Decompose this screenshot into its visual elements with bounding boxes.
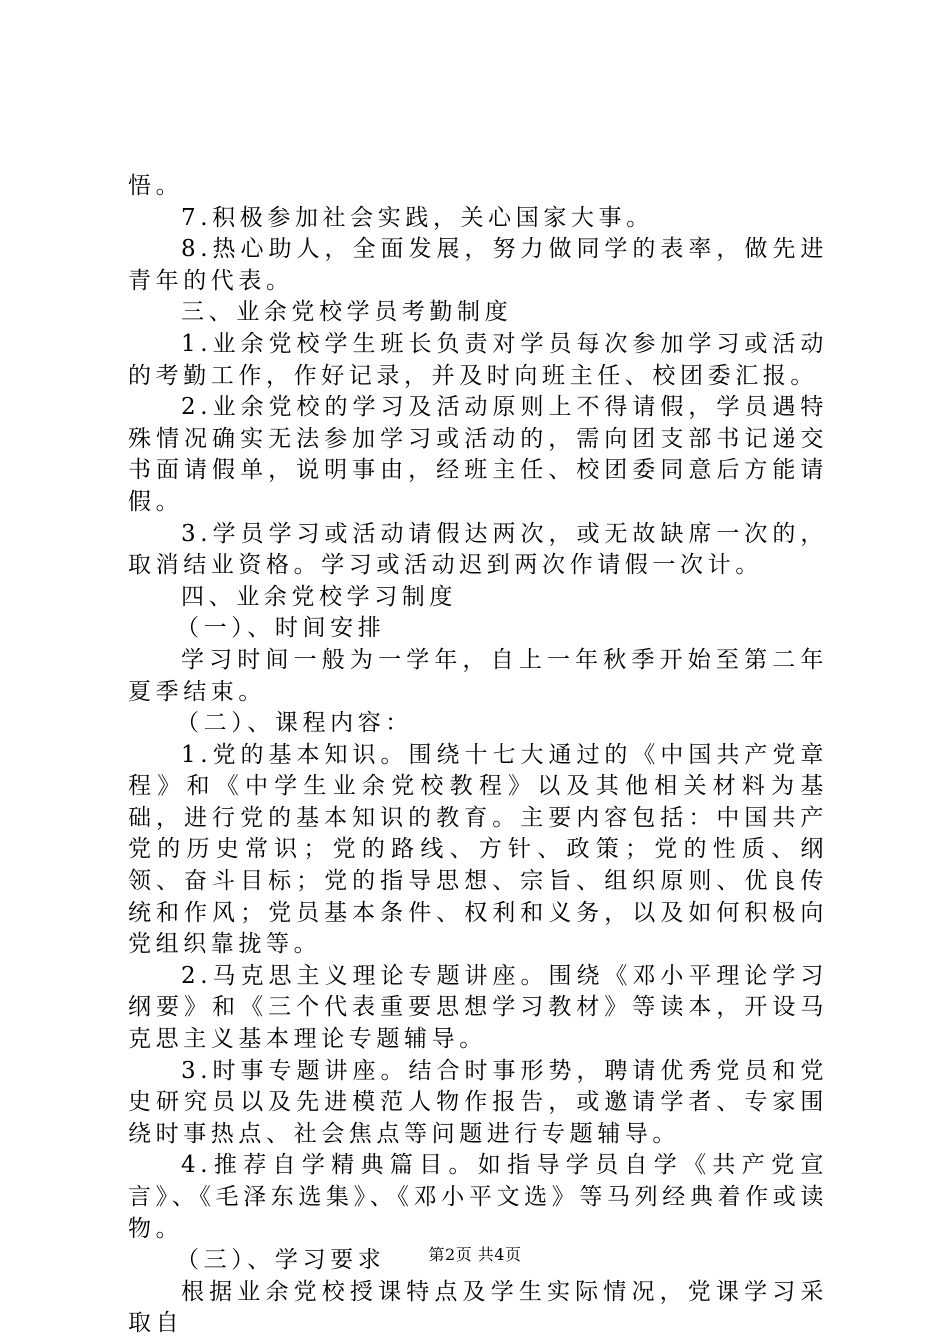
course-item-2: 2.马克思主义理论专题讲座。围绕《邓小平理论学习纲要》和《三个代表重要思想学习教材》等读本，开设马克思主义基本理论专题辅导。 [128, 962, 828, 1053]
course-item-1: 1.党的基本知识。围绕十七大通过的《中国共产党章程》和《中学生业余党校教程》以及其他相关材料为基础，进行党的基本知识的教育。主要内容包括：中国共产党的历史常识；党的路线、方针、政策；党的性质、纲领、奋斗目标；党的指导思想、宗旨、组织原则、优良传统和作风；党员基本条件、权利和义务，以及如何积极向党组织靠拢等。 [128, 741, 828, 958]
paragraph-continuation: 悟。 [128, 173, 184, 199]
subheading-study-requirements: （三）、学习要求 [176, 1247, 386, 1274]
section-heading-attendance: 三、业余党校学员考勤制度 [181, 299, 513, 326]
schedule-paragraph: 学习时间一般为一学年，自上一年秋季开始至第二年夏季结束。 [128, 646, 828, 705]
attendance-item-3: 3.学员学习或活动请假达两次，或无故缺席一次的，取消结业资格。学习或活动迟到两次作请假一次计。 [128, 520, 828, 579]
subheading-course-content: （二）、课程内容： [176, 710, 413, 737]
list-item-8: 8.热心助人，全面发展，努力做同学的表率，做先进青年的代表。 [128, 236, 828, 294]
attendance-item-1: 1.业余党校学生班长负责对学员每次参加学习或活动的考勤工作，作好记录，并及时向班主任、校团委汇报。 [128, 330, 828, 389]
course-item-4: 4.推荐自学精典篇目。如指导学员自学《共产党宣言》、《毛泽东选集》、《邓小平文选》等马列经典着作或读物。 [128, 1152, 828, 1242]
course-item-3: 3.时事专题讲座。结合时事形势，聘请优秀党员和党史研究员以及先进模范人物作报告，或邀请学者、专家围绕时事热点、社会焦点等问题进行专题辅导。 [128, 1057, 828, 1147]
page-footer: 第2页 共4页 [428, 1245, 522, 1264]
document-body [128, 171, 828, 1340]
subheading-schedule: （一）、时间安排 [176, 615, 386, 642]
list-item-7: 7.积极参加社会实践，关心国家大事。 [181, 204, 654, 231]
section-heading-study: 四、业余党校学习制度 [181, 583, 457, 610]
attendance-item-2: 2.业余党校的学习及活动原则上不得请假，学员遇特殊情况确实无法参加学习或活动的，需向团支部书记递交书面请假单，说明事由，经班主任、校团委同意后方能请假。 [128, 394, 828, 515]
requirements-paragraph: 根据业余党校授课特点及学生实际情况，党课学习采取自 [128, 1278, 828, 1337]
